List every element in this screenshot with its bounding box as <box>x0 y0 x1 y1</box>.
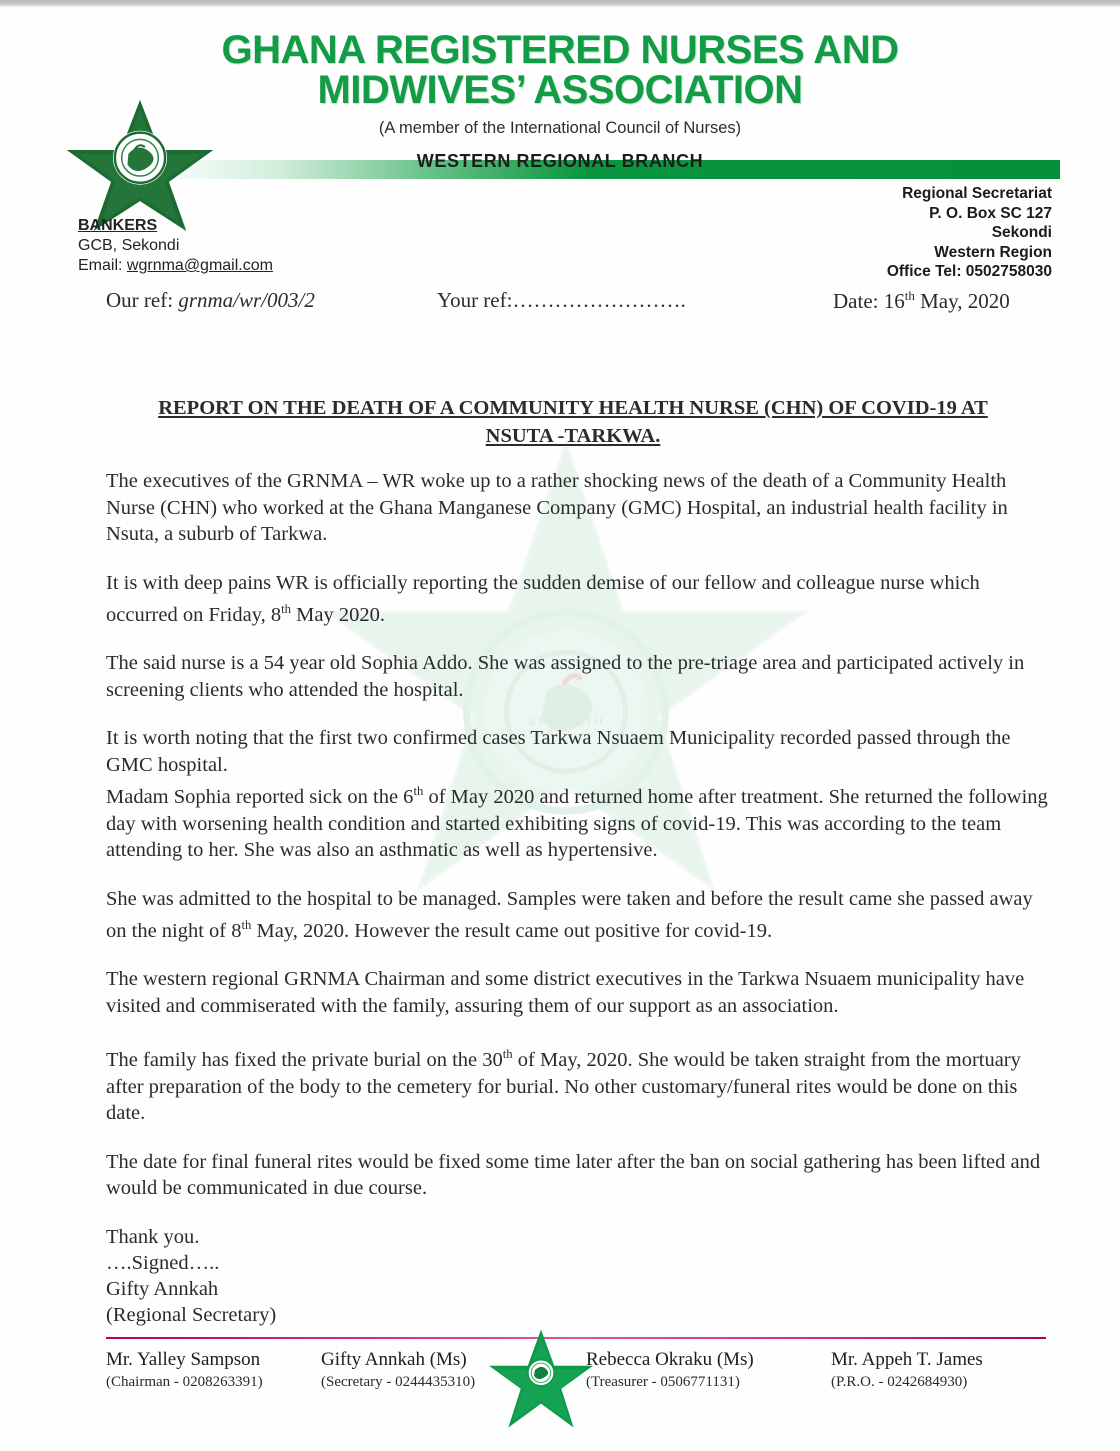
date-ordinal: th <box>904 288 915 303</box>
bankers-block <box>78 216 273 276</box>
letter-body <box>106 468 1052 1328</box>
date-rest: May, 2020 <box>914 289 1010 313</box>
secretariat-address <box>887 184 1052 282</box>
bankers-bank: GCB, Sekondi <box>78 237 180 254</box>
paragraph-1: The executives of the GRNMA – WR woke up to a rather shocking news of the death of a Community Health Nurse (CHN) who worked at the Ghana Manganese Company (GMC) Hospital, an industrial health facility in Nsuta, a suburb of Tarkwa. <box>106 470 1008 545</box>
address-line-1: Regional Secretariat <box>902 185 1052 202</box>
organisation-title-line1: GHANA REGISTERED NURSES AND <box>221 28 899 72</box>
paragraph-5-b: of May 2020 and returned home after treatment. She returned the following day with worsening health condition and started exhibiting signs of covid-19. This was according to the team attending to her. She was also an asthmatic as well as hypertensive. <box>106 786 1048 862</box>
officer-name: Mr. Yalley Sampson <box>106 1349 261 1370</box>
email-label: Email: <box>78 257 127 274</box>
star-logo-icon <box>60 96 220 231</box>
paragraph-6 <box>106 886 1052 945</box>
subject-line-2: NSUTA -TARKWA. <box>485 425 661 447</box>
address-line-4: Western Region <box>934 243 1052 261</box>
paragraph-2-ordinal: th <box>281 602 292 616</box>
reference-row <box>0 288 1120 318</box>
signed-line: ….Signed….. <box>106 1251 220 1274</box>
email-address[interactable]: wgrnma@gmail.com <box>126 257 273 274</box>
paragraph-7: The western regional GRNMA Chairman and some district executives in the Tarkwa Nsuaem municipality have visited and commiserated with the family, assuring them of our support as an association. <box>106 968 1025 1017</box>
officer-name: Rebecca Okraku (Ms) <box>586 1349 754 1370</box>
your-ref: Your ref:……………………. <box>437 288 686 312</box>
paragraph-3: The said nurse is a 54 year old Sophia Addo. She was assigned to the pre-triage area and participated actively in screening clients who attended the hospital. <box>106 652 1025 701</box>
signatory-role: (Regional Secretary) <box>106 1303 277 1326</box>
branch-line: WESTERN REGIONAL BRANCH <box>416 151 704 171</box>
paragraph-5-a: Madam Sophia reported sick on the 6 <box>106 786 414 809</box>
association-logo <box>60 96 220 231</box>
officer-treasurer <box>586 1348 831 1392</box>
address-line-3: Sekondi <box>991 224 1052 241</box>
our-ref-value: grnma/wr/003/2 <box>178 288 315 312</box>
paragraph-2-a: It is with deep pains WR is officially reporting the sudden demise of our fellow and colleague nurse which occurred on Friday, 8 <box>106 571 980 626</box>
paragraph-6-ordinal: th <box>241 918 252 933</box>
paragraph-8-ordinal: th <box>502 1047 513 1062</box>
thanks-line: Thank you. <box>106 1225 200 1248</box>
subject-line-1: REPORT ON THE DEATH OF A COMMUNITY HEALTH NURSE (CHN) OF COVID-19 AT <box>158 397 988 419</box>
paragraph-4: It is worth noting that the first two confirmed cases Tarkwa Nsuaem Municipality recorded passed through the GMC hospital. <box>106 727 1011 776</box>
paragraph-5-ordinal: th <box>413 784 424 799</box>
footer-star-icon <box>488 1327 594 1431</box>
organisation-title-line2: MIDWIVES’ ASSOCIATION <box>317 68 803 112</box>
date-label: Date: 16 <box>833 289 905 313</box>
officer-name: Gifty Annkah (Ms) <box>321 1349 467 1370</box>
officer-role: (P.R.O. - 0242684930) <box>831 1374 968 1390</box>
paragraph-6-a: She was admitted to the hospital to be managed. Samples were taken and before the result came she passed away on the night of 8 <box>106 887 1033 942</box>
letter-date <box>833 288 1010 314</box>
paragraph-2 <box>106 570 1052 629</box>
our-ref-label: Our ref: <box>106 288 179 312</box>
subject-heading <box>108 394 1038 450</box>
officer-pro <box>831 1348 1046 1392</box>
paragraph-6-b: May, 2020. However the result came out positive for covid-19. <box>251 919 773 942</box>
organisation-title <box>0 0 1120 110</box>
officer-chairman <box>106 1348 321 1392</box>
footer-star-logo <box>488 1327 594 1431</box>
signature-block <box>106 1224 1052 1328</box>
our-ref <box>106 288 315 313</box>
officer-role: (Secretary - 0244435310) <box>321 1374 476 1390</box>
paragraph-9: The date for final funeral rites would be fixed some time later after the ban on social gathering has been lifted and would be communicated in due course. <box>106 1150 1041 1200</box>
paragraph-2-b: May 2020. <box>291 603 385 626</box>
paragraph-5 <box>106 778 1052 863</box>
bankers-title: BANKERS <box>78 217 158 234</box>
officer-role: (Treasurer - 0506771131) <box>586 1374 740 1390</box>
signatory-name: Gifty Annkah <box>106 1277 219 1300</box>
officer-role: (Chairman - 0208263391) <box>106 1374 263 1390</box>
bankers-email-line <box>78 256 273 276</box>
address-line-2: P. O. Box SC 127 <box>929 204 1052 222</box>
paragraph-8-a: The family has fixed the private burial on the 30 <box>106 1049 503 1072</box>
paragraph-8-b: of May, 2020. She would be taken straight from the mortuary after preparation of the body to the cemetery for burial. No other customary/funeral rites would be done on this date. <box>106 1049 1021 1125</box>
membership-line: (A member of the International Council of Nurses) <box>378 119 742 137</box>
officer-name: Mr. Appeh T. James <box>831 1349 983 1370</box>
address-office-tel: Office Tel: 0502758030 <box>886 263 1052 280</box>
paragraph-8 <box>106 1041 1052 1126</box>
watermark-text: STRENGTH <box>527 716 605 728</box>
